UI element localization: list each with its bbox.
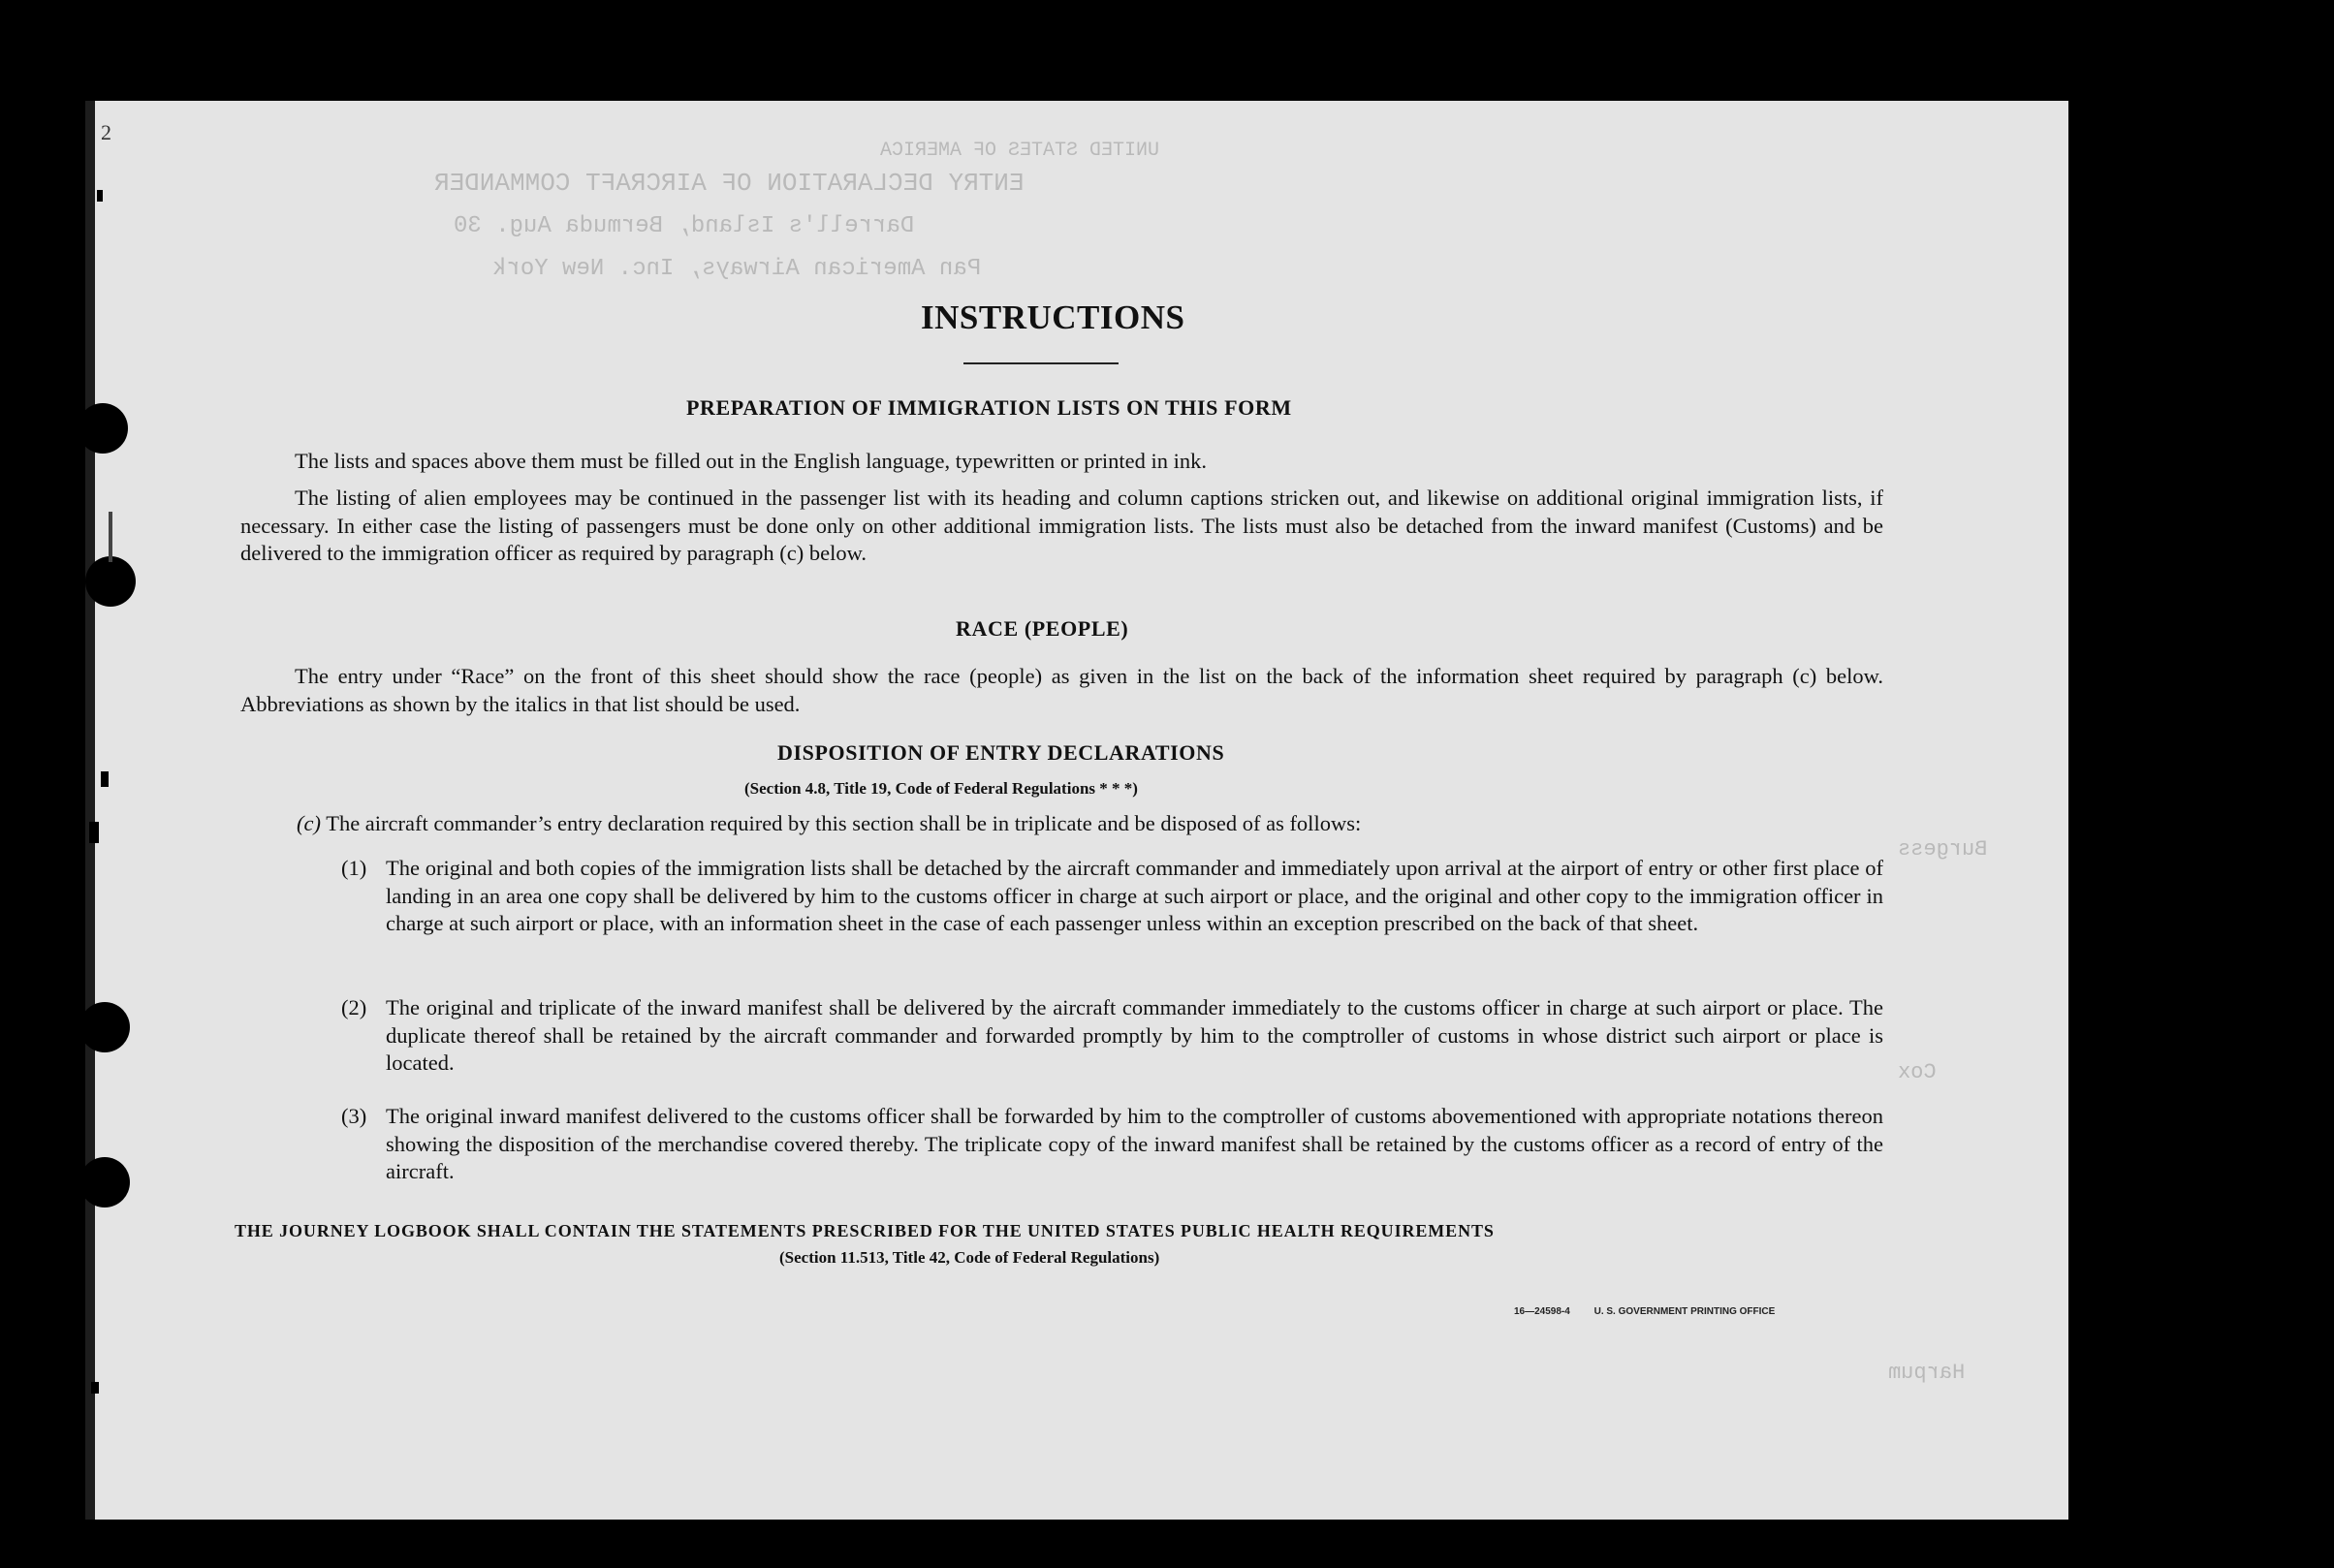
printer-name: U. S. GOVERNMENT PRINTING OFFICE	[1593, 1306, 1776, 1317]
paragraph-c-text: The aircraft commander’s entry declaration required by this section shall be in triplicate and be disposed of as follows:	[326, 811, 1362, 835]
list-item	[341, 994, 1883, 1078]
paragraph-c	[297, 810, 1896, 838]
section-heading-preparation: PREPARATION OF IMMIGRATION LISTS ON THIS FORM	[686, 395, 1292, 420]
list-item-text: The original and triplicate of the inward manifest shall be delivered by the aircraft commander immediately to the customs officer in charge at such airport or place. The duplicate thereof shall be retained by the aircraft commander and forwarded promptly by him to the comptroller of customs in whose district such airport or place is located.	[386, 995, 1883, 1075]
section-heading-race: RACE (PEOPLE)	[956, 616, 1129, 641]
list-item-number: (3)	[341, 1104, 367, 1128]
list-item	[341, 1103, 1883, 1186]
section-citation: (Section 4.8, Title 19, Code of Federal Regulations * * *)	[744, 779, 1138, 798]
title-underline	[963, 362, 1119, 364]
section-heading-disposition: DISPOSITION OF ENTRY DECLARATIONS	[777, 740, 1225, 765]
paragraph-language: The lists and spaces above them must be filled out in the English language, typewritten or printed in ink.	[295, 449, 1208, 473]
list-item-number: (2)	[341, 995, 367, 1019]
bleed-through-text: Harpum	[1888, 1361, 1966, 1385]
list-item-text: The original inward manifest delivered to the customs officer shall be forwarded by him to the comptroller of customs abovementioned with appropriate notations thereon showing the disposition of the merchandise covered thereby. The triplicate copy of the inward manifest shall be retained by the customs officer as a record of entry of the aircraft.	[386, 1104, 1883, 1183]
list-item	[341, 855, 1883, 938]
bleed-through-text: UNITED STATES OF AMERICA	[880, 140, 1160, 162]
paragraph-c-label: (c)	[297, 811, 321, 835]
footer-citation: (Section 11.513, Title 42, Code of Federal Regulations)	[779, 1248, 1160, 1267]
page-title: INSTRUCTIONS	[921, 298, 1185, 336]
print-code	[1514, 1306, 1796, 1317]
bleed-through-text: Pan American Airways, Inc. New York	[492, 256, 982, 282]
page-number: 2	[101, 120, 111, 144]
instructions-content	[85, 101, 2068, 1520]
paragraph-alien-employees: The listing of alien employees may be continued in the passenger list with its heading and column captions stricken out, and likewise on additional original immigration lists, if necessary. In either case the listing of passengers must be done only on other additional immigration lists. The lists must also be detached from the inward manifest (Customs) and be delivered to the immigration officer as required by paragraph (c) below.	[240, 486, 1883, 565]
bleed-through-text: Burgess	[1898, 837, 1988, 862]
list-item-text: The original and both copies of the immigration lists shall be detached by the aircraft commander and immediately upon arrival at the airport of entry or other first place of landing in an area one copy shall be delivered by him to the customs officer in charge at such airport or place, and the original and other copy to the immigration officer in charge at such airport or place, with an information sheet in the case of each passenger unless within an exception prescribed on the back of that sheet.	[386, 856, 1883, 935]
list-item-number: (1)	[341, 856, 367, 880]
paragraph-race: The entry under “Race” on the front of this sheet should show the race (people) as given in the list on the back of the information sheet required by paragraph (c) below. Abbreviations as shown by the italics in that list should be used.	[240, 664, 1883, 716]
bleed-through-text: Darrell's Island, Bermuda Aug. 30	[454, 213, 915, 239]
form-number: 16—24598-4	[1514, 1306, 1570, 1317]
bleed-through-text: Cox	[1898, 1060, 1937, 1084]
bleed-through-text: ENTRY DECLARATION OF AIRCRAFT COMMANDER	[434, 169, 1025, 198]
footer-logbook-statement: THE JOURNEY LOGBOOK SHALL CONTAIN THE STATEMENTS PRESCRIBED FOR THE UNITED STATES PUBLIC HEALTH REQUIREMENTS	[235, 1221, 1495, 1240]
document-sheet	[85, 101, 2068, 1520]
